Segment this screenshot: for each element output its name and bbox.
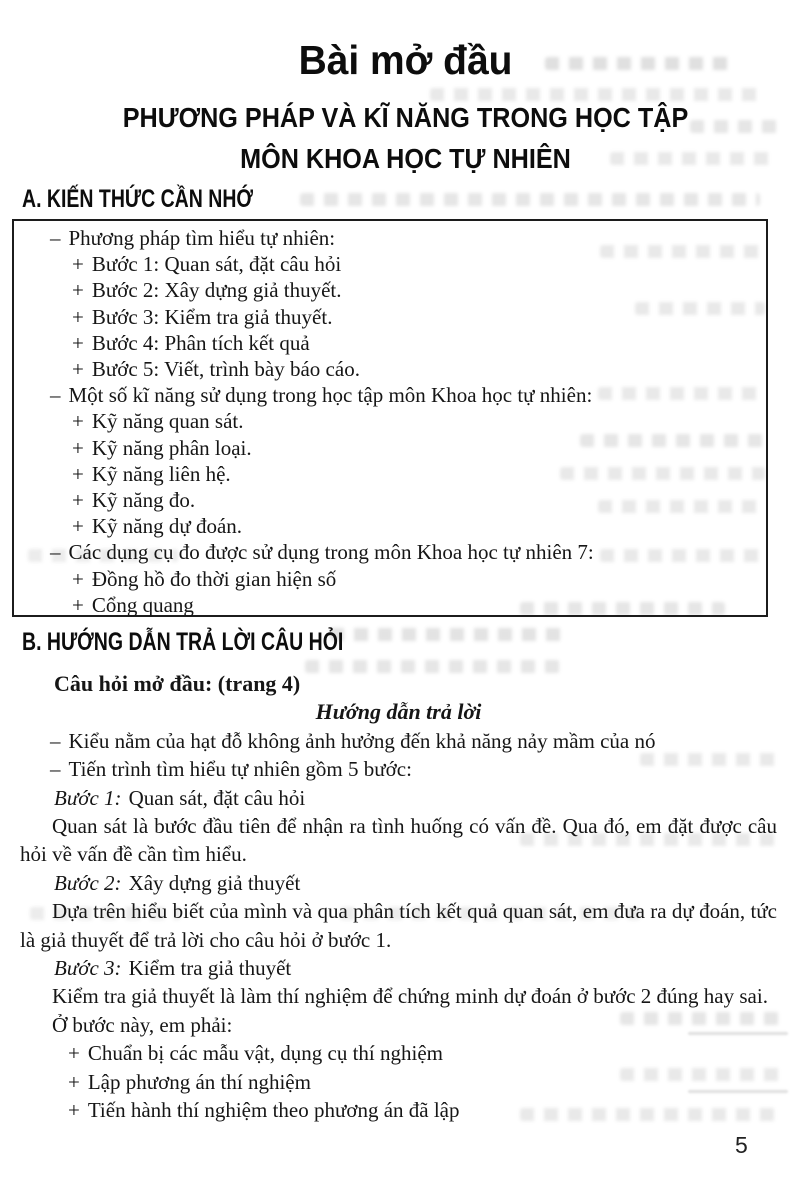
step-label: Bước 1: xyxy=(54,785,122,810)
item-marker: – xyxy=(50,540,61,565)
line-marker: – xyxy=(50,757,61,782)
knowledge-item-text: Cổng quang xyxy=(91,592,194,617)
section-b-heading: B. HƯỚNG DẪN TRẢ LỜI CÂU HỎI xyxy=(22,628,344,656)
item-marker: + xyxy=(72,566,84,591)
section-a-heading: A. KIẾN THỨC CẦN NHỚ xyxy=(22,185,254,213)
answer-line-text: Ở bước này, em phải: xyxy=(52,1012,233,1037)
subject-title-line1: PHƯƠNG PHÁP VÀ KĨ NĂNG TRONG HỌC TẬP xyxy=(122,102,689,133)
line-marker: – xyxy=(50,728,61,753)
answer-line-text: Quan sát là bước đầu tiên để nhận ra tình huống có vấn đề. Qua đó, em đặt được câu hỏi về vấn đề cần tìm hiểu. xyxy=(20,814,777,867)
item-marker: + xyxy=(72,304,84,329)
answer-line-text: Quan sát, đặt câu hỏi xyxy=(128,785,306,810)
item-marker: + xyxy=(72,357,84,382)
item-marker: + xyxy=(72,330,84,355)
step-label: Bước 3: xyxy=(54,956,122,981)
answer-line-text: Tiến hành thí nghiệm theo phương án đã lập xyxy=(87,1098,460,1123)
page-number: 5 xyxy=(735,1132,748,1158)
knowledge-item-text: Bước 3: Kiểm tra giả thuyết. xyxy=(91,304,333,329)
answer-line xyxy=(20,1039,777,1067)
knowledge-item-text: Bước 5: Viết, trình bày báo cáo. xyxy=(91,357,360,382)
lesson-title: Bài mở đầu xyxy=(298,37,513,83)
bleed-through-smudge xyxy=(300,193,760,206)
item-marker: + xyxy=(72,592,84,617)
item-marker: + xyxy=(72,435,84,460)
item-marker: + xyxy=(72,514,84,539)
knowledge-item xyxy=(14,513,766,539)
knowledge-item xyxy=(14,304,766,330)
knowledge-item xyxy=(14,277,766,303)
answer-line xyxy=(20,869,777,897)
knowledge-item xyxy=(14,566,766,592)
answer-line xyxy=(20,1096,777,1124)
knowledge-item xyxy=(14,461,766,487)
knowledge-item xyxy=(14,382,766,408)
answer-line-text: Xây dựng giả thuyết xyxy=(128,870,301,895)
knowledge-item-text: Kỹ năng phân loại. xyxy=(91,435,252,460)
knowledge-item-text: Kỹ năng quan sát. xyxy=(91,409,244,434)
answer-line xyxy=(20,1011,777,1039)
subject-title xyxy=(41,97,771,179)
line-marker: + xyxy=(68,1069,80,1094)
knowledge-item xyxy=(14,330,766,356)
knowledge-item xyxy=(14,487,766,513)
answer-line xyxy=(20,954,777,982)
answer-line-text: Kiểm tra giả thuyết xyxy=(128,956,292,981)
answer-line-text: Kiểm tra giả thuyết là làm thí nghiệm để chứng minh dự đoán ở bước 2 đúng hay sai. xyxy=(52,984,768,1009)
line-marker: + xyxy=(68,1041,80,1066)
knowledge-item-text: Kỹ năng đo. xyxy=(91,488,196,513)
answer-line xyxy=(20,755,777,783)
knowledge-item-text: Bước 4: Phân tích kết quả xyxy=(91,330,310,355)
knowledge-item xyxy=(14,435,766,461)
bleed-through-smudge xyxy=(330,628,565,641)
answer-line xyxy=(20,982,777,1010)
question-label: Câu hỏi mở đầu: (trang 4) xyxy=(54,671,301,696)
answer-line xyxy=(20,812,777,869)
answer-line xyxy=(20,727,777,755)
item-marker: + xyxy=(72,409,84,434)
knowledge-item-text: Bước 1: Quan sát, đặt câu hỏi xyxy=(91,252,342,277)
knowledge-item xyxy=(14,225,766,251)
knowledge-item-text: Các dụng cụ đo được sử dụng trong môn Khoa học tự nhiên 7: xyxy=(68,540,594,565)
answer-line xyxy=(20,784,777,812)
answer-line-text: Chuẩn bị các mẫu vật, dụng cụ thí nghiệm xyxy=(87,1041,444,1066)
item-marker: + xyxy=(72,252,84,277)
answer-line xyxy=(20,1068,777,1096)
knowledge-item xyxy=(14,408,766,434)
step-label: Bước 2: xyxy=(54,870,122,895)
knowledge-item xyxy=(14,356,766,382)
answer-line-text: Kiểu nằm của hạt đỗ không ảnh hưởng đến khả năng nảy mầm của nó xyxy=(68,728,656,753)
knowledge-item xyxy=(14,539,766,565)
answer-line-text: Dựa trên hiểu biết của mình và qua phân tích kết quả quan sát, em đưa ra dự đoán, tức là giả thuyết để trả lời cho câu hỏi ở bước 1. xyxy=(20,899,777,952)
answer-line-text: Tiến trình tìm hiểu tự nhiên gồm 5 bước: xyxy=(68,757,412,782)
section-b-body xyxy=(20,670,777,1125)
answer-line-text: Lập phương án thí nghiệm xyxy=(87,1069,311,1094)
answer-heading: Hướng dẫn trả lời xyxy=(315,699,482,725)
answer-line xyxy=(20,897,777,954)
answer-lines xyxy=(20,727,777,1125)
knowledge-item xyxy=(14,592,766,618)
item-marker: + xyxy=(72,461,84,486)
knowledge-item-text: Bước 2: Xây dựng giả thuyết. xyxy=(91,278,342,303)
knowledge-item-text: Đồng hồ đo thời gian hiện số xyxy=(91,566,337,591)
knowledge-item-text: Phương pháp tìm hiểu tự nhiên: xyxy=(68,226,336,250)
knowledge-item xyxy=(14,251,766,277)
item-marker: – xyxy=(50,226,61,250)
knowledge-item-text: Kỹ năng dự đoán. xyxy=(91,514,243,539)
item-marker: + xyxy=(72,278,84,303)
knowledge-item-text: Kỹ năng liên hệ. xyxy=(91,461,231,486)
line-marker: + xyxy=(68,1098,80,1123)
knowledge-box xyxy=(12,219,768,617)
item-marker: + xyxy=(72,488,84,513)
subject-title-line2: MÔN KHOA HỌC TỰ NHIÊN xyxy=(240,143,571,174)
knowledge-item-text: Một số kĩ năng sử dụng trong học tập môn Khoa học tự nhiên: xyxy=(68,383,593,408)
item-marker: – xyxy=(50,383,61,408)
